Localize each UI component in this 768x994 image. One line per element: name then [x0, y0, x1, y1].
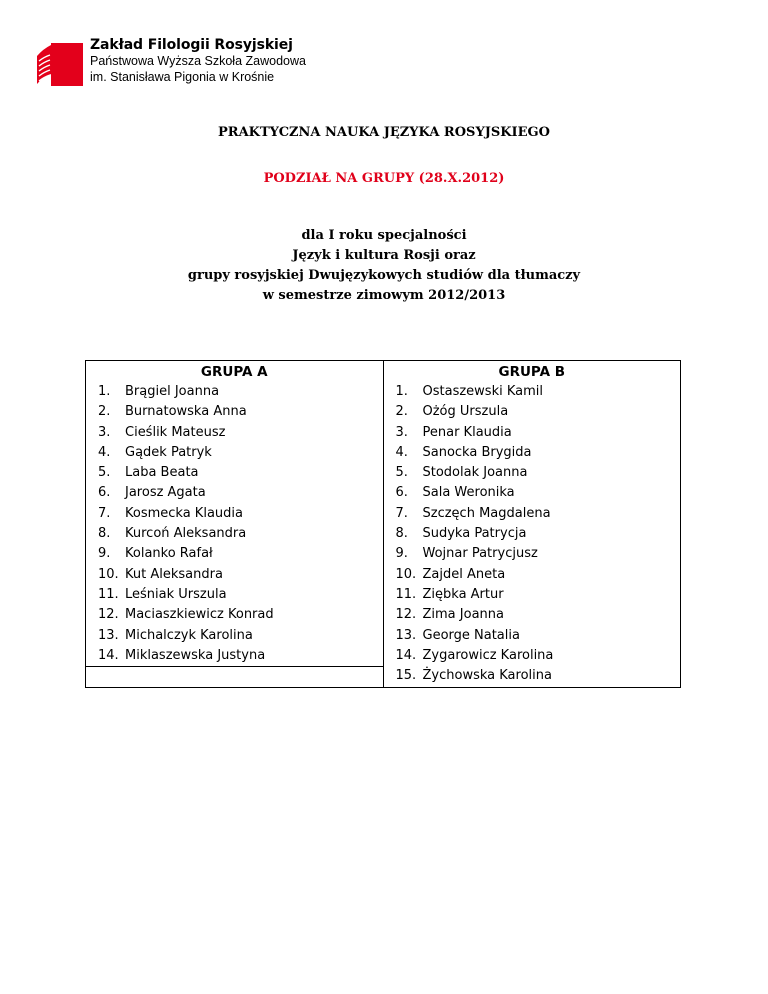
student-name: Brągiel Joanna — [125, 384, 220, 399]
student-list-item — [98, 524, 383, 544]
student-name: Jarosz Agata — [125, 485, 206, 501]
student-number: 7. — [98, 505, 111, 521]
student-list-item — [98, 605, 383, 625]
student-number: 3. — [98, 424, 111, 440]
student-list-item — [396, 402, 681, 422]
student-number: 14. — [395, 647, 417, 663]
student-number: 5. — [98, 465, 111, 481]
institution-name: Zakład Filologii Rosyjskiej — [90, 37, 293, 53]
description-line: dla I roku specjalności — [301, 228, 467, 243]
student-list-item — [396, 524, 681, 544]
student-number: 7. — [395, 505, 408, 521]
student-name: George Natalia — [422, 627, 520, 643]
student-name: Sanocka Brygida — [422, 444, 532, 460]
student-number: 12. — [98, 607, 119, 623]
group-a-list — [86, 382, 383, 666]
student-number: 5. — [395, 465, 408, 481]
student-number: 4. — [395, 444, 408, 460]
student-list-item — [98, 544, 383, 564]
student-number: 2. — [98, 404, 111, 420]
student-number: 10. — [98, 566, 119, 582]
student-name: Sudyka Patrycja — [422, 526, 527, 542]
student-number: 2. — [395, 404, 408, 420]
student-list-item — [396, 423, 681, 443]
student-name: Kosmecka Klaudia — [125, 505, 243, 521]
student-name: Sala Weronika — [422, 485, 515, 501]
group-a-cell — [86, 361, 384, 667]
student-name: Ożóg Urszula — [422, 404, 509, 420]
student-name: Maciaszkiewicz Konrad — [125, 607, 274, 623]
student-number: 11. — [98, 586, 119, 602]
student-list-item — [98, 402, 383, 422]
student-number: 6. — [395, 485, 408, 501]
student-number: 8. — [98, 526, 111, 542]
group-b-title: GRUPA B — [498, 364, 566, 380]
student-list-item — [396, 544, 681, 564]
student-name: Kut Aleksandra — [125, 566, 223, 582]
student-list-item — [98, 382, 383, 402]
student-name: Gądek Patryk — [125, 444, 212, 460]
student-list-item — [98, 585, 383, 605]
student-list-item — [98, 483, 383, 503]
student-number: 13. — [395, 627, 417, 643]
student-name: Zajdel Aneta — [422, 566, 506, 582]
student-name: Szczęch Magdalena — [422, 505, 551, 521]
description-line: grupy rosyjskiej Dwujęzykowych studiów dla tłumaczy — [187, 268, 581, 283]
student-list-item — [396, 483, 681, 503]
student-number: 12. — [395, 607, 417, 623]
student-list-item — [396, 626, 681, 646]
student-list-item — [396, 504, 681, 524]
student-list-item — [396, 443, 681, 463]
student-number: 4. — [98, 444, 111, 460]
student-number: 8. — [395, 526, 408, 542]
student-list-item — [98, 565, 383, 585]
student-name: Kurcoń Aleksandra — [125, 526, 247, 542]
student-list-item — [396, 565, 681, 585]
student-list-item — [98, 443, 383, 463]
institution-line-2: im. Stanisława Pigonia w Krośnie — [90, 69, 275, 84]
student-number: 1. — [98, 384, 111, 399]
student-name: Miklaszewska Justyna — [125, 647, 266, 663]
student-name: Ostaszewski Kamil — [422, 384, 543, 399]
student-name: Ziębka Artur — [422, 586, 504, 602]
institution-line-1: Państwowa Wyższa Szkoła Zawodowa — [90, 54, 306, 68]
student-name: Zygarowicz Karolina — [422, 647, 554, 663]
empty-cell — [86, 667, 384, 688]
student-name: Leśniak Urszula — [125, 586, 227, 602]
student-name: Stodolak Joanna — [422, 465, 528, 481]
document-subtitle: PODZIAŁ NA GRUPY (28.X.2012) — [263, 171, 505, 186]
student-name: Burnatowska Anna — [125, 404, 247, 420]
student-number: 6. — [98, 485, 111, 501]
groups-table — [85, 360, 681, 688]
student-list-item — [98, 504, 383, 524]
group-a-title: GRUPA A — [200, 364, 268, 380]
student-number: 3. — [395, 424, 408, 440]
description-line: w semestrze zimowym 2012/2013 — [262, 288, 506, 303]
group-b-list — [384, 382, 681, 686]
open-book-logo-icon — [33, 40, 83, 86]
student-list-item — [98, 626, 383, 646]
student-list-item — [396, 585, 681, 605]
student-name: Żychowska Karolina — [422, 668, 552, 684]
student-name: Laba Beata — [125, 465, 199, 481]
document-title: PRAKTYCZNA NAUKA JĘZYKA ROSYJSKIEGO — [218, 125, 550, 140]
student-number: 10. — [395, 566, 417, 582]
student-name: Wojnar Patrycjusz — [422, 546, 538, 562]
institution-header — [33, 38, 353, 90]
student-number: 9. — [98, 546, 111, 562]
group-b-cell — [383, 361, 681, 688]
description-line: Język i kultura Rosji oraz — [292, 248, 476, 263]
student-name: Penar Klaudia — [422, 424, 512, 440]
student-number: 13. — [98, 627, 119, 643]
student-name: Cieślik Mateusz — [125, 424, 226, 440]
student-list-item — [98, 646, 383, 666]
student-list-item — [396, 666, 681, 686]
student-name: Michalczyk Karolina — [125, 627, 253, 643]
student-name: Zima Joanna — [422, 607, 504, 623]
student-list-item — [98, 463, 383, 483]
student-number: 1. — [395, 384, 408, 399]
student-list-item — [396, 646, 681, 666]
student-name: Kolanko Rafał — [125, 546, 213, 562]
student-number: 9. — [395, 546, 408, 562]
student-list-item — [396, 463, 681, 483]
document-description — [0, 226, 768, 306]
student-number: 11. — [395, 586, 417, 602]
student-number: 14. — [98, 647, 119, 663]
student-list-item — [396, 605, 681, 625]
student-list-item — [98, 423, 383, 443]
student-number: 15. — [395, 668, 417, 684]
student-list-item — [396, 382, 681, 402]
